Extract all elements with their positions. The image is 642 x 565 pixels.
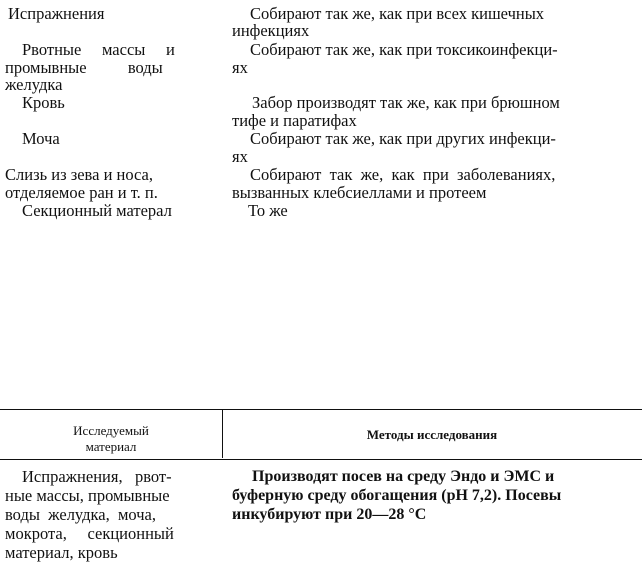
method-cell: Собирают так же, как при всех кишечных	[250, 4, 545, 23]
material-cell: материал, кровь	[5, 543, 118, 562]
method-cell: Собирают так же, как при заболеваниях,	[250, 165, 556, 184]
table-top-rule	[0, 409, 642, 410]
material-cell: мокрота, секционный	[5, 524, 174, 543]
material-cell: Слизь из зева и носа,	[5, 165, 153, 184]
header-material-line: материал	[85, 439, 137, 454]
material-cell: промывные воды	[5, 58, 163, 77]
header-material	[0, 423, 222, 455]
method-cell: ях	[232, 147, 248, 166]
method-cell: Производят посев на среду Эндо и ЭМС и	[252, 468, 555, 485]
material-cell: Моча	[22, 129, 60, 148]
material-cell: Рвотные массы и	[22, 40, 175, 59]
header-method: Методы исследования	[366, 427, 498, 442]
method-cell: Собирают так же, как при токсикоинфекци-	[250, 40, 558, 59]
header-material-line: Исследуемый	[73, 423, 149, 438]
method-cell: инфекциях	[232, 21, 310, 40]
method-cell: вызванных клебсиеллами и протеем	[232, 183, 487, 202]
material-cell: воды желудка, моча,	[5, 505, 157, 524]
method-cell: То же	[248, 201, 288, 220]
material-cell: Секционный матерал	[22, 201, 172, 220]
material-cell: Испражнения	[8, 4, 105, 23]
method-cell: Забор производят так же, как при брюшном	[252, 93, 560, 112]
material-cell: Испражнения, рвот-	[22, 467, 172, 486]
method-cell: буферную среду обогащения (рН 7,2). Посевы	[232, 487, 562, 504]
material-cell: ные массы, промывные	[5, 486, 170, 505]
method-cell: Собирают так же, как при других инфекци-	[250, 129, 556, 148]
header-bottom-rule	[0, 459, 642, 460]
method-cell: ях	[232, 58, 248, 77]
material-cell: желудка	[5, 75, 63, 94]
method-cell: тифе и паратифах	[232, 111, 357, 130]
material-cell: Кровь	[22, 93, 65, 112]
material-cell: отделяемое ран и т. п.	[5, 183, 158, 202]
method-cell: инкубируют при 20—28 °С	[232, 506, 427, 523]
